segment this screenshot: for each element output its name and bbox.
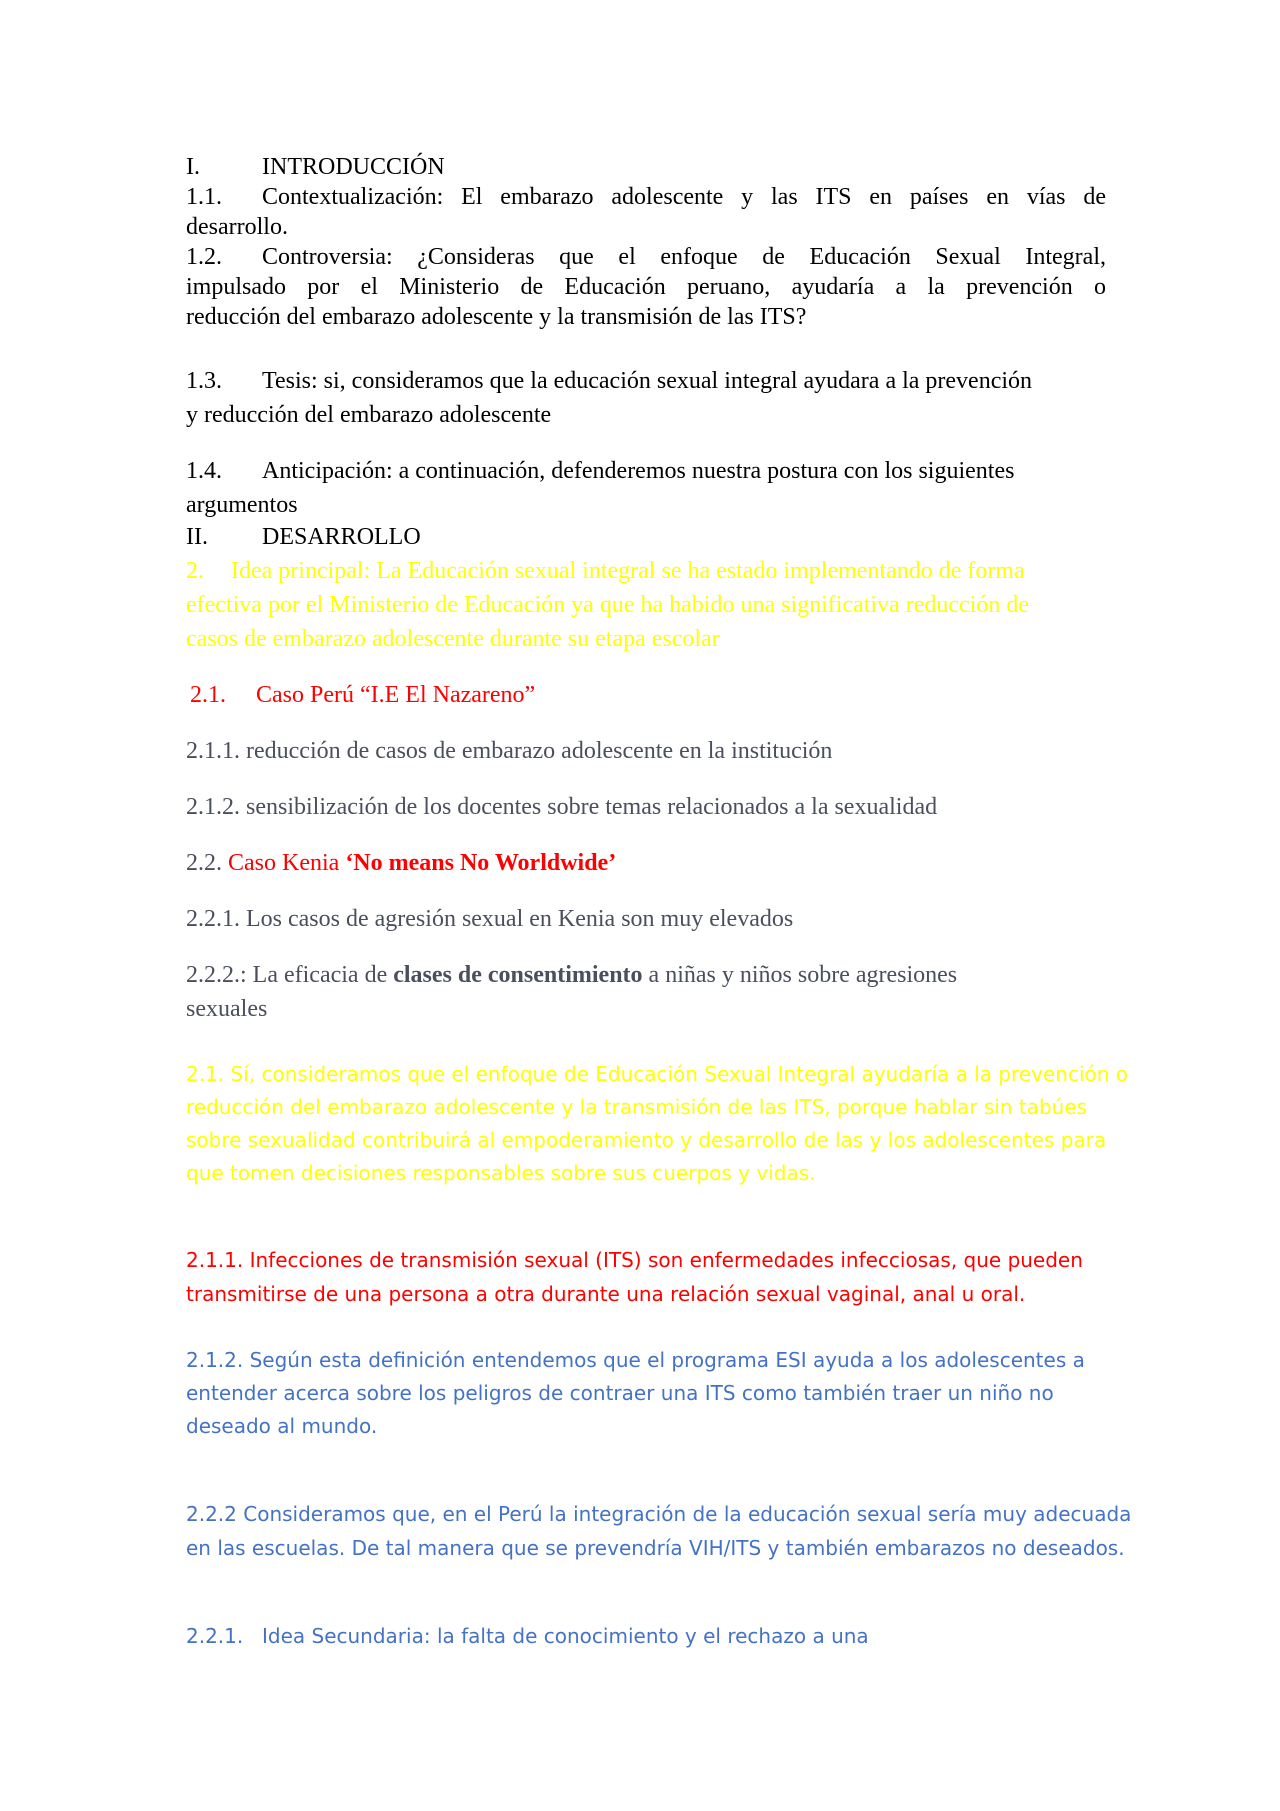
caso-peru-item-2: 2.1.2. sensibilización de los docentes sobre temas relacionados a la sexualidad: [186, 794, 938, 820]
section-number: 1.4.: [186, 458, 222, 484]
section-text: Idea Secundaria: la falta de conocimiento y el rechazo a una: [262, 1624, 869, 1648]
caso-number: 2.1.: [190, 682, 226, 708]
idea-text: Idea principal: La Educación sexual integral se ha estado implementando de forma: [231, 558, 1025, 584]
section-1-4-line-2: argumentos: [186, 492, 298, 518]
idea-principal-line-1: [186, 558, 1106, 585]
blue-paragraph-2-line-1: 2.2.2 Consideramos que, en el Perú la integración de la educación sexual sería muy adecuada: [186, 1502, 1132, 1526]
heading-text: INTRODUCCIÓN: [262, 154, 445, 180]
section-1-3-line-1: [186, 368, 1106, 395]
heading-introduccion: [186, 154, 1106, 181]
heading-number: II.: [186, 524, 208, 550]
section-1-1-line-1: [186, 184, 1106, 211]
caso-title: Caso Perú “I.E El Nazareno”: [256, 682, 536, 708]
section-number: 1.2.: [186, 244, 222, 270]
caso-kenia-item-2-line-1: [186, 962, 1106, 989]
section-1-2-line-2: impulsado por el Ministerio de Educación peruano, ayudaría a la prevención o: [186, 274, 1106, 300]
section-number: 1.1.: [186, 184, 222, 210]
section-number: 2.2.1.: [186, 1624, 244, 1648]
caso-title: Caso Kenia: [228, 850, 340, 876]
yellow-paragraph-line-1: 2.1. Sí, consideramos que el enfoque de Educación Sexual Integral ayudaría a la prevención o: [186, 1062, 1129, 1086]
section-1-3-line-2: y reducción del embarazo adolescente: [186, 402, 552, 428]
caso-number: 2.2.: [186, 850, 222, 876]
heading-text: DESARROLLO: [262, 524, 421, 550]
caso-peru-heading: [190, 682, 1110, 709]
blue-paragraph-3: [186, 1624, 1106, 1648]
heading-number: I.: [186, 154, 200, 180]
section-text: Controversia: ¿Consideras que el enfoque de Educación Sexual Integral,: [262, 244, 1106, 270]
idea-principal-line-2: efectiva por el Ministerio de Educación ya que ha habido una significativa reducción de: [186, 592, 1030, 618]
yellow-paragraph-line-3: sobre sexualidad contribuirá al empoderamiento y desarrollo de las y los adolescentes para: [186, 1128, 1107, 1152]
item-text-post: a niñas y niños sobre agresiones: [648, 962, 958, 988]
section-text: Anticipación: a continuación, defenderemos nuestra postura con los siguientes: [262, 458, 1015, 484]
caso-peru-item-1: 2.1.1. reducción de casos de embarazo adolescente en la institución: [186, 738, 833, 764]
section-text: Tesis: si, consideramos que la educación sexual integral ayudara a la prevención: [262, 368, 1033, 394]
section-1-1-line-2: desarrollo.: [186, 214, 288, 240]
red-paragraph-line-2: transmitirse de una persona a otra durante una relación sexual vaginal, anal u oral.: [186, 1282, 1026, 1306]
blue-paragraph-1-line-2: entender acerca sobre los peligros de contraer una ITS como también traer un niño no: [186, 1381, 1054, 1405]
caso-kenia-item-2-line-2: sexuales: [186, 996, 268, 1022]
heading-desarrollo: [186, 524, 1106, 551]
caso-kenia-item-1: 2.2.1. Los casos de agresión sexual en Kenia son muy elevados: [186, 906, 794, 932]
blue-paragraph-2-line-2: en las escuelas. De tal manera que se prevendría VIH/ITS y también embarazos no deseados.: [186, 1536, 1125, 1560]
red-paragraph-line-1: 2.1.1. Infecciones de transmisión sexual (ITS) son enfermedades infecciosas, que pueden: [186, 1248, 1083, 1272]
yellow-paragraph-line-4: que tomen decisiones responsables sobre sus cuerpos y vidas.: [186, 1161, 816, 1185]
item-text-bold: clases de consentimiento: [393, 962, 643, 988]
section-text: Contextualización: El embarazo adolescente y las ITS en países en vías de: [262, 184, 1106, 210]
caso-bold-title: ‘No means No Worldwide’: [345, 850, 617, 876]
blue-paragraph-1-line-1: 2.1.2. Según esta definición entendemos que el programa ESI ayuda a los adolescentes a: [186, 1348, 1085, 1372]
idea-number: 2.: [186, 558, 204, 584]
section-1-4-line-1: [186, 458, 1106, 485]
idea-principal-line-3: casos de embarazo adolescente durante su etapa escolar: [186, 626, 720, 652]
blue-paragraph-1-line-3: deseado al mundo.: [186, 1414, 378, 1438]
caso-kenia-heading: [186, 850, 1106, 877]
section-number: 1.3.: [186, 368, 222, 394]
section-1-2-line-1: [186, 244, 1106, 271]
section-1-2-line-3: reducción del embarazo adolescente y la transmisión de las ITS?: [186, 304, 807, 330]
item-text-pre: 2.2.2.: La eficacia de: [186, 962, 388, 988]
yellow-paragraph-line-2: reducción del embarazo adolescente y la transmisión de las ITS, porque hablar sin tabúes: [186, 1095, 1088, 1119]
